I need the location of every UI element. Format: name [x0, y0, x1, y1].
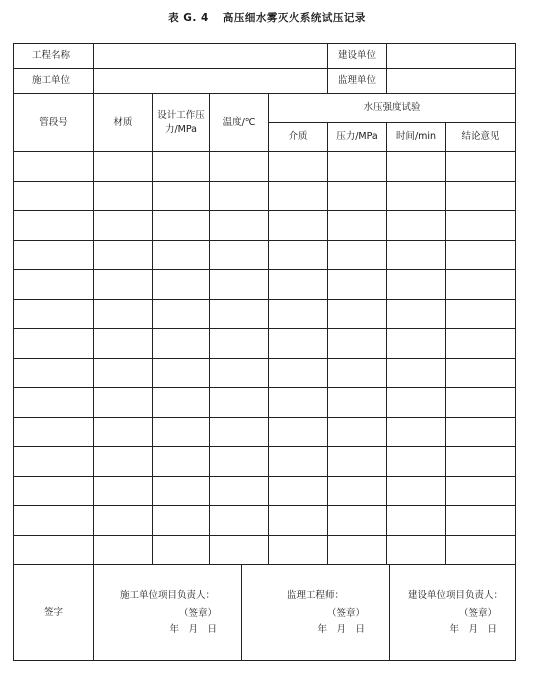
- table-cell[interactable]: [14, 417, 94, 447]
- header-design-pressure: 设计工作压力/MPa: [153, 94, 210, 152]
- table-cell[interactable]: [153, 535, 210, 565]
- table-cell[interactable]: [94, 240, 153, 270]
- table-cell[interactable]: [153, 329, 210, 359]
- table-cell[interactable]: [210, 329, 269, 359]
- table-row: [14, 240, 516, 270]
- table-cell[interactable]: [446, 417, 516, 447]
- project-name-label: 工程名称: [14, 44, 94, 69]
- construction-unit-label: 建设单位: [328, 44, 387, 69]
- table-cell[interactable]: [94, 358, 153, 388]
- table-row: [14, 476, 516, 506]
- table-cell[interactable]: [446, 476, 516, 506]
- table-cell[interactable]: [210, 535, 269, 565]
- table-cell[interactable]: [269, 358, 328, 388]
- table-cell[interactable]: [387, 240, 446, 270]
- table-cell[interactable]: [446, 506, 516, 536]
- table-cell[interactable]: [14, 181, 94, 211]
- supervisor-signature[interactable]: [242, 565, 390, 660]
- table-cell[interactable]: [387, 417, 446, 447]
- table-cell[interactable]: [387, 181, 446, 211]
- table-cell[interactable]: [210, 299, 269, 329]
- table-cell[interactable]: [210, 358, 269, 388]
- table-cell[interactable]: [153, 299, 210, 329]
- table-cell[interactable]: [14, 535, 94, 565]
- table-row: [14, 152, 516, 182]
- supervisor-signature-title: 监理工程师：: [286, 590, 344, 601]
- table-cell[interactable]: [269, 535, 328, 565]
- table-cell[interactable]: [269, 181, 328, 211]
- owner-date: 年 月 日: [449, 624, 497, 635]
- table-cell[interactable]: [328, 181, 387, 211]
- table-row: [14, 211, 516, 241]
- table-cell[interactable]: [269, 388, 328, 418]
- table-cell[interactable]: [14, 388, 94, 418]
- table-row: [14, 358, 516, 388]
- table-row: [14, 388, 516, 418]
- table-cell[interactable]: [387, 535, 446, 565]
- table-cell[interactable]: [14, 358, 94, 388]
- table-cell[interactable]: [387, 358, 446, 388]
- table-row: [14, 506, 516, 536]
- header-time: 时间/min: [387, 123, 446, 152]
- builder-seal: （签章）: [178, 608, 217, 619]
- table-cell[interactable]: [328, 506, 387, 536]
- table-cell[interactable]: [328, 299, 387, 329]
- table-cell[interactable]: [387, 211, 446, 241]
- table-cell[interactable]: [269, 240, 328, 270]
- table-cell[interactable]: [328, 211, 387, 241]
- table-cell[interactable]: [446, 447, 516, 477]
- owner-seal: （签章）: [458, 608, 497, 619]
- table-cell[interactable]: [328, 447, 387, 477]
- table-cell[interactable]: [153, 211, 210, 241]
- table-cell[interactable]: [153, 388, 210, 418]
- table-cell[interactable]: [210, 181, 269, 211]
- table-cell[interactable]: [328, 358, 387, 388]
- supervisor-date: 年 月 日: [317, 624, 365, 635]
- table-row: [14, 535, 516, 565]
- table-cell[interactable]: [210, 476, 269, 506]
- table-cell[interactable]: [14, 506, 94, 536]
- table-cell[interactable]: [94, 211, 153, 241]
- builder-date: 年 月 日: [169, 624, 217, 635]
- table-cell[interactable]: [446, 535, 516, 565]
- table-cell[interactable]: [446, 211, 516, 241]
- table-cell[interactable]: [210, 152, 269, 182]
- table-cell[interactable]: [269, 270, 328, 300]
- table-cell[interactable]: [328, 535, 387, 565]
- table-title-text: 高压细水雾灭火系统试压记录: [222, 12, 366, 24]
- table-cell[interactable]: [328, 388, 387, 418]
- table-cell[interactable]: [387, 152, 446, 182]
- table-cell[interactable]: [269, 476, 328, 506]
- table-cell[interactable]: [446, 388, 516, 418]
- table-cell[interactable]: [387, 299, 446, 329]
- signature-row: [14, 565, 516, 661]
- table-number: 表 G. 4: [168, 12, 209, 24]
- table-cell[interactable]: [446, 152, 516, 182]
- table-cell[interactable]: [446, 270, 516, 300]
- table-cell[interactable]: [269, 152, 328, 182]
- project-row: [14, 44, 516, 69]
- table-row: [14, 181, 516, 211]
- table-cell[interactable]: [269, 211, 328, 241]
- project-name-field[interactable]: [94, 44, 328, 69]
- table-cell[interactable]: [153, 181, 210, 211]
- table-cell[interactable]: [446, 299, 516, 329]
- header-segment: 管段号: [14, 94, 94, 152]
- pressure-test-record-table: [13, 43, 516, 661]
- signature-label: 签字: [14, 565, 94, 661]
- table-cell[interactable]: [94, 299, 153, 329]
- builder-signature-title: 施工单位项目负责人：: [119, 590, 215, 601]
- table-cell[interactable]: [446, 329, 516, 359]
- table-cell[interactable]: [94, 476, 153, 506]
- table-cell[interactable]: [328, 417, 387, 447]
- table-cell[interactable]: [153, 240, 210, 270]
- table-cell[interactable]: [14, 211, 94, 241]
- table-cell[interactable]: [269, 506, 328, 536]
- header-row-1: [14, 94, 516, 123]
- table-cell[interactable]: [94, 417, 153, 447]
- table-cell[interactable]: [387, 476, 446, 506]
- builder-label: 施工单位: [14, 69, 94, 94]
- header-medium: 介质: [269, 123, 328, 152]
- builder-signature[interactable]: [94, 565, 242, 660]
- table-cell[interactable]: [387, 270, 446, 300]
- table-cell[interactable]: [387, 447, 446, 477]
- table-cell[interactable]: [14, 447, 94, 477]
- construction-unit-field[interactable]: [387, 44, 516, 69]
- table-cell[interactable]: [210, 417, 269, 447]
- owner-signature[interactable]: [390, 565, 515, 660]
- table-cell[interactable]: [14, 240, 94, 270]
- table-cell[interactable]: [94, 447, 153, 477]
- table-cell[interactable]: [269, 329, 328, 359]
- table-cell[interactable]: [446, 358, 516, 388]
- supervisor-seal: （签章）: [326, 608, 365, 619]
- table-cell[interactable]: [269, 299, 328, 329]
- table-cell[interactable]: [14, 152, 94, 182]
- table-cell[interactable]: [153, 358, 210, 388]
- table-cell[interactable]: [269, 417, 328, 447]
- builder-row: [14, 69, 516, 94]
- table-cell[interactable]: [153, 270, 210, 300]
- builder-field[interactable]: [94, 69, 328, 94]
- header-strength-test: 水压强度试验: [269, 94, 516, 123]
- table-cell[interactable]: [328, 240, 387, 270]
- table-title: [0, 10, 534, 25]
- table-cell[interactable]: [153, 447, 210, 477]
- table-cell[interactable]: [94, 152, 153, 182]
- table-cell[interactable]: [328, 329, 387, 359]
- table-cell[interactable]: [94, 329, 153, 359]
- table-cell[interactable]: [210, 447, 269, 477]
- table-cell[interactable]: [269, 447, 328, 477]
- table-cell[interactable]: [446, 240, 516, 270]
- table-cell[interactable]: [328, 152, 387, 182]
- table-cell[interactable]: [210, 270, 269, 300]
- table-cell[interactable]: [328, 476, 387, 506]
- table-cell[interactable]: [446, 181, 516, 211]
- table-cell[interactable]: [94, 270, 153, 300]
- table-cell[interactable]: [328, 270, 387, 300]
- table-cell[interactable]: [210, 506, 269, 536]
- table-cell[interactable]: [14, 270, 94, 300]
- table-cell[interactable]: [210, 211, 269, 241]
- table-cell[interactable]: [210, 240, 269, 270]
- table-cell[interactable]: [14, 299, 94, 329]
- table-cell[interactable]: [153, 417, 210, 447]
- table-row: [14, 329, 516, 359]
- table-cell[interactable]: [14, 476, 94, 506]
- table-cell[interactable]: [387, 388, 446, 418]
- table-cell[interactable]: [94, 535, 153, 565]
- header-conclusion: 结论意见: [446, 123, 516, 152]
- table-row: [14, 417, 516, 447]
- header-material: 材质: [94, 94, 153, 152]
- table-cell[interactable]: [153, 152, 210, 182]
- signature-block: [94, 565, 516, 661]
- table-cell[interactable]: [387, 329, 446, 359]
- owner-signature-title: 建设单位项目负责人：: [407, 590, 503, 601]
- table-cell[interactable]: [153, 506, 210, 536]
- table-cell[interactable]: [94, 388, 153, 418]
- table-cell[interactable]: [94, 506, 153, 536]
- supervision-label: 监理单位: [328, 69, 387, 94]
- table-row: [14, 270, 516, 300]
- table-cell[interactable]: [387, 506, 446, 536]
- table-cell[interactable]: [153, 476, 210, 506]
- header-pressure: 压力/MPa: [328, 123, 387, 152]
- table-row: [14, 447, 516, 477]
- table-cell[interactable]: [94, 181, 153, 211]
- table-cell[interactable]: [210, 388, 269, 418]
- supervision-field[interactable]: [387, 69, 516, 94]
- header-temperature: 温度/℃: [210, 94, 269, 152]
- table-row: [14, 299, 516, 329]
- table-cell[interactable]: [14, 329, 94, 359]
